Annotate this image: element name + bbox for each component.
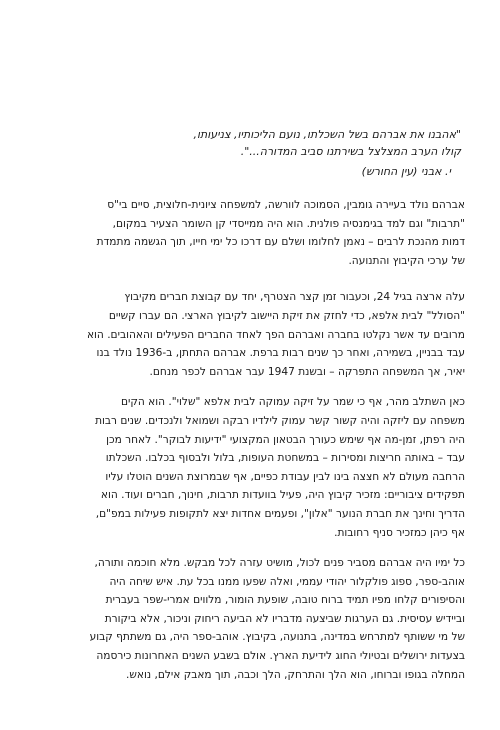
document-page [60, 126, 465, 684]
paragraph-character [60, 554, 465, 684]
paragraph-line: היה רפתן, זמן-מה אף שימש כעורך הבטאון המקצועי "ידיעות לבוקר". לאחר מכן [106, 433, 465, 446]
paragraph-line: יאיר, אך המשפחה התפרקה – ובשנת 1947 עבר אברהם לכפר מנחם. [149, 365, 465, 378]
paragraph-line: כאן השתלב מהר, אף כי שמר על זיקה עמוקה לבית אלפא "שלוי". הוא הקים [120, 396, 465, 409]
paragraph-line: דמות מהנכת לרבים – נאמן לחלומו ושלם עם דרכו כל ימי חייו, תוך הגשמה מתמדת [96, 236, 465, 249]
paragraph-line: עבד – באותה חריצות ומסירות – במשחטת העופות, בלול ולבסוף בכלבו. השכלתו [105, 452, 465, 465]
paragraph-line: אף כיהן כמזכיר סניף רחובות. [334, 526, 465, 539]
paragraph-line: של ערכי הקיבוץ והתנועה. [348, 254, 465, 267]
paragraph-line: המחלה בגופו וברוחו, הוא הלך והתרחק, הלך וכבה, תוך מאבק אילם, נואש. [126, 668, 465, 681]
paragraph-line: "הסולל" לבית אלפא, כדי לחזק את זיקת היישוב לקיבוץ הארצי. הם עברו קשיים [108, 309, 465, 322]
paragraph-line: עלה ארצה בגיל 24, וכעבור זמן קצר הצטרף, יחד עם קבוצת חברים מקיבוץ [124, 291, 465, 304]
paragraph-line: בצעדות ירושלים ובטיולי החוג לידיעת הארץ. אולם בשבע השנים האחרונות כירסמה [96, 650, 465, 663]
paragraph-line: והסיפורים קלחו מפיו תמיד ברוח טובה, שופעת הומור, מלווים אמרי-שפר בעברית [105, 594, 465, 607]
paragraph-line: כל ימיו היה אברהם מסביר פנים לכול, מושיט עזרה לכל מבקש. מלא חוכמה ותורה, [94, 557, 465, 570]
paragraph-line: עבד בבניין, בשמירה, ואחר כך שנים רבות ברפת. אברהם התחתן, ב-1936 נולד בנו [96, 347, 465, 360]
paragraph-line: הרחבה מעולם לא חצצה בינו לבין עבודת כפיים, אף שבמרוצת השנים הוטלו עליו [105, 470, 465, 483]
paragraph-line: אוהב-ספר, ספוג פולקלור יהודי עממי, ואלה שפעו ממנו בכל עת. איש שיחה היה [109, 575, 465, 588]
epigraph-quote [60, 126, 461, 180]
paragraph-aliyah [60, 288, 465, 381]
paragraph-line: אברהם נולד בעיירה גומבין, הסמוכה לוורשה, למשפחה ציונית-חלוצית, סיים בי"ס [107, 199, 465, 211]
paragraph-line: תפקידים ציבוריים: מזכיר קיבוץ היה, פעיל בוועדות תרבות, חינוך, חברים ועוד. הוא [100, 489, 465, 502]
paragraph-line: הדריך וחינך את חברת הנוער "אלון", ופעמים אחדות יצא לתקופות פעילות במפ"ם, [95, 507, 465, 520]
paragraph-line: של מי ששותף למתרחש במדינה, בתנועה, בקיבוץ. אוהב-ספר היה, גם משתתף קבוע [89, 631, 465, 644]
paragraph-line: "תרבות" וגם למד בגימנסיה פולנית. הוא היה ממייסדי קן השומר הצעיר במקום, [112, 217, 465, 230]
paragraph-birth [60, 196, 465, 270]
quote-attribution: י. אבני (עין החורש) [361, 165, 451, 178]
paragraph-line: מרובים עד אשר נקלטו בחברה ואברהם הפך לאחד החברים הפעילים והאהובים. הוא [86, 328, 465, 341]
quote-line: "אהבנו את אברהם בשל השכלתו, נועם הליכותיו, צניעותו, [193, 128, 461, 141]
paragraph-line: וביידיש עסיסית. גם הערגות שביצעה מדבריו לא הביעה ריחוק וניכור, אלא ביקורת [104, 612, 465, 625]
paragraph-kfar-menahem [60, 393, 465, 542]
paragraph-line: משפחה עם ליזקה והיה קשור קשר עמוק לילדיו רבקה ושמואל ולנכדים. שנים רבות [95, 414, 465, 427]
quote-line: קולו הערב המצלצל בשירתנו סביב המדורה...". [240, 145, 461, 158]
